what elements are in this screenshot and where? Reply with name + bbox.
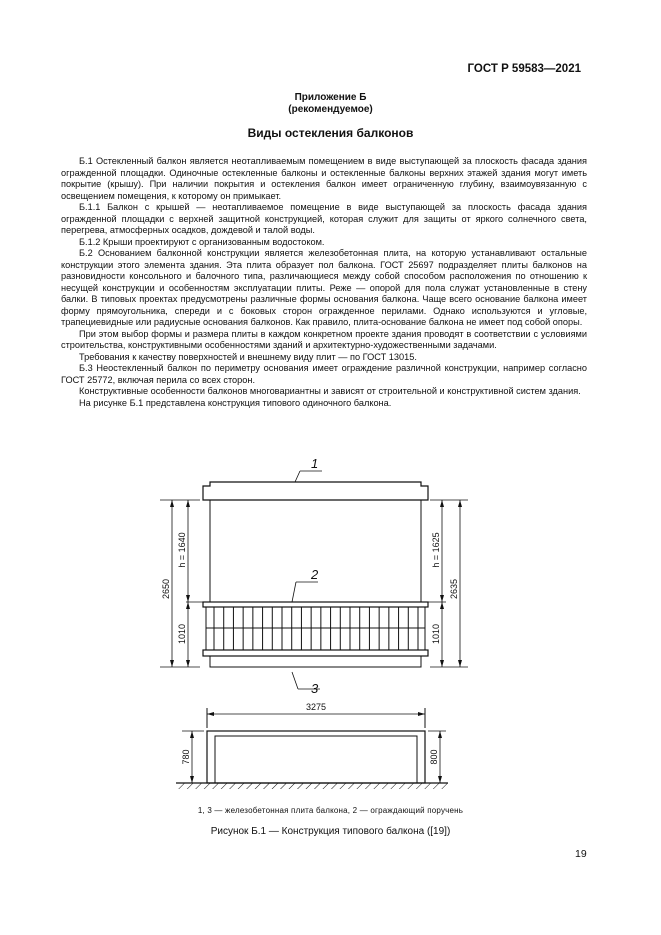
ground-hatch: [176, 783, 448, 789]
appendix-label: Приложение Б: [294, 92, 367, 103]
dim-h-right: h = 1625: [431, 532, 441, 568]
dim-plan-right: 800: [429, 749, 439, 765]
handrail: [203, 602, 428, 607]
dim-total-right: 2635: [449, 578, 459, 600]
paragraph: На рисунке Б.1 представлена конструкция типового одиночного балкона.: [79, 397, 392, 408]
body-text: [61, 156, 587, 409]
dim-plan-left: 780: [181, 749, 191, 765]
paragraph: Б.1.1 Балкон с крышей — неотапливаемое помещение в виде выступающей за плоскость фасада здания огражденной площадки с верхней защитной конструкцией, которая служит для защиты от яркого солнечного света, перегрева, атмосферных осадков, дождевой и талой воды.: [61, 202, 587, 235]
paragraph: При этом выбор формы и размера плиты в каждом конкретном проекте здания проводят в соответствии с условиями строительства, конструктивными особенностями зданий и архитектурно-художественными задачами.: [61, 328, 587, 350]
paragraph: Б.1.2 Крыши проектируют с организованным водостоком.: [79, 236, 325, 247]
dim-rail-right: 1010: [431, 623, 441, 645]
callout-2: 2: [311, 567, 319, 582]
dim-width: 3275: [305, 702, 327, 712]
plan-frame: [207, 731, 425, 783]
appendix-status: (рекомендуемое): [288, 104, 373, 115]
callout-1: 1: [311, 456, 319, 471]
paragraph: Б.1 Остекленный балкон является неотапливаемым помещением в виде выступающей за плоскость фасада здания огражденной площадки. Одиночные остекленные балконы и остекленные балконы верхних этажей здания могут иметь покрытие (крышу). При наличии покрытия и остекления балкон имеет ограниченную глубину, взаимоувязанную с освещением помещения, к которому он примыкает.: [61, 156, 587, 201]
paragraph: Б.2 Основанием балконной конструкции является железобетонная плита, на которую устанавливают остальные конструкции этого элемента здания. Эта плита образует пол балкона. ГОСТ 25697 подразделяет плиты балконов на разновидности консольного и балочного типа, различающиеся между собой способом расположения по отношению к несущей конструкции и особенностям эксплуатации плиты. Реже — опорой для пола служат установленные в стену балки. В типовых проектах предусмотрены различные формы основания балкона. Чаще всего основание балкона имеет форму прямоугольника, спереди и с боковых сторон огражденное перилами. Однако используются и угловые, трапециевидные или радиусные основания балконов. Как правило, плита-основание балкона не имеет под собой опоры.: [61, 248, 587, 327]
callout-3: 3: [311, 681, 319, 696]
roof-slab: [203, 482, 428, 500]
dim-rail-left: 1010: [177, 623, 187, 645]
paragraph: Б.3 Неостекленный балкон по периметру основания имеет ограждение различной конструкции, например согласно ГОСТ 25772, включая перила со всех сторон.: [61, 363, 587, 385]
paragraph: Конструктивные особенности балконов многовариантны и зависят от строительной и конструктивной систем здания.: [79, 386, 581, 396]
page-number: 19: [575, 848, 587, 860]
standard-id: ГОСТ Р 59583—2021: [467, 63, 581, 75]
paragraph: Требования к качеству поверхностей и внешнему виду плит — по ГОСТ 13015.: [79, 351, 417, 362]
base-slab: [203, 650, 428, 656]
dim-total-left: 2650: [161, 578, 171, 600]
figure-caption: Рисунок Б.1 — Конструкция типового балкона ([19]): [210, 826, 451, 837]
appendix-title: Виды остекления балконов: [247, 126, 414, 140]
figure-note: 1, 3 — железобетонная плита балкона, 2 — ограждающий поручень: [197, 806, 464, 815]
dim-h-left: h = 1640: [177, 532, 187, 568]
